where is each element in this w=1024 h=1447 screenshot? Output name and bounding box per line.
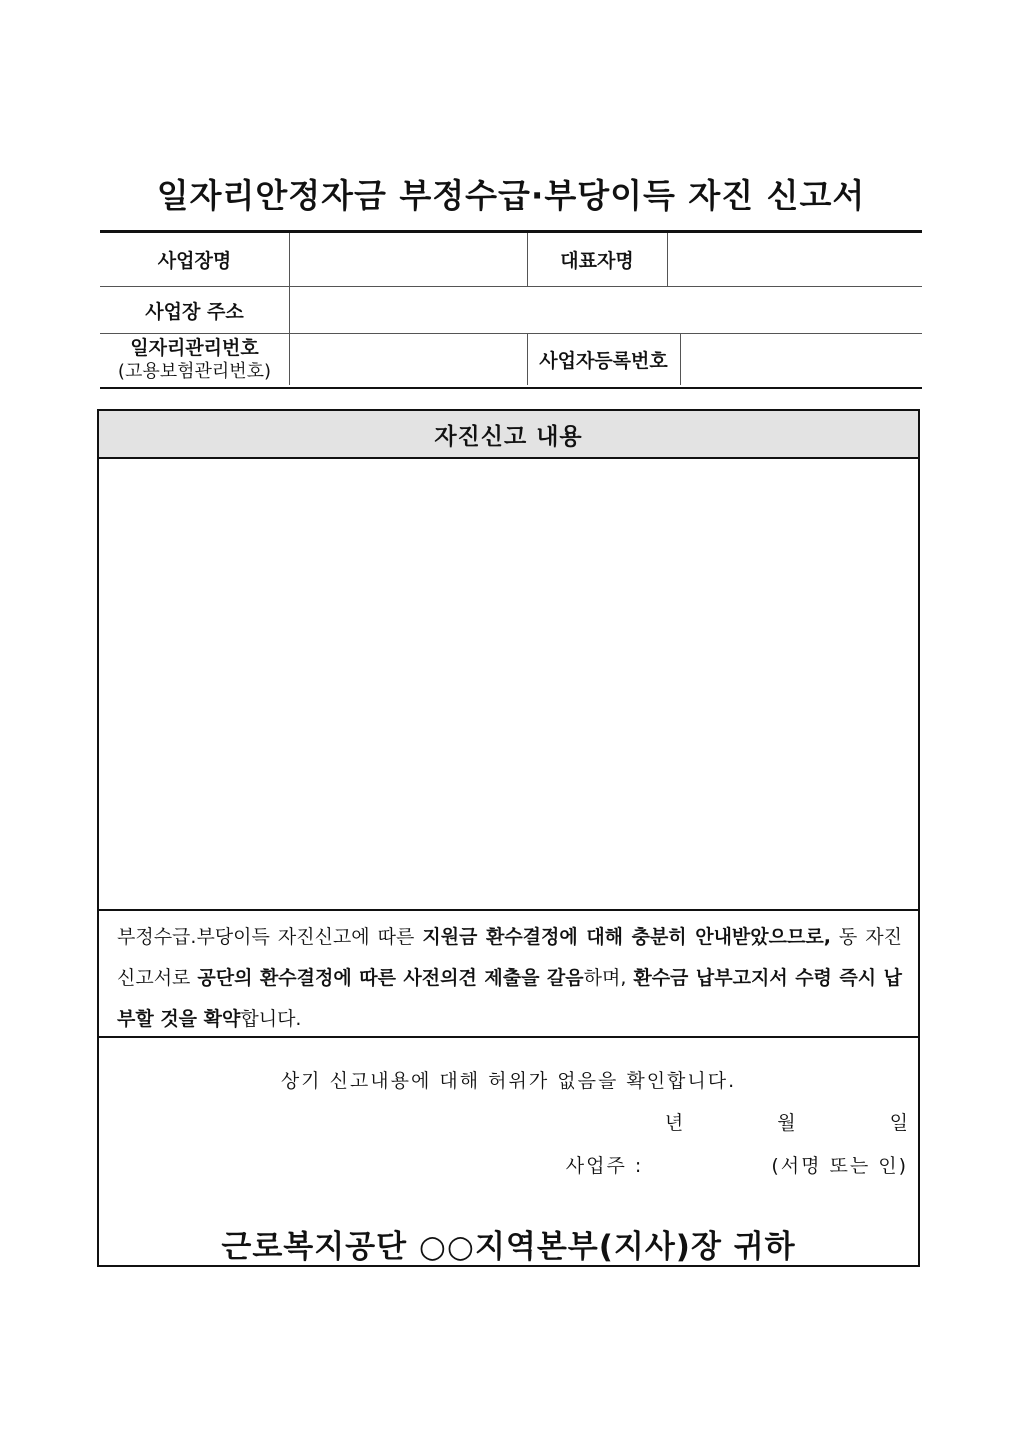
date-month[interactable]: 월 [777,1112,796,1134]
confirm-statement: 상기 신고내용에 대해 허위가 없음을 확인합니다. [280,1070,737,1092]
signer-label: 사업주 : [565,1155,644,1177]
signature-note[interactable]: (서명 또는 인) [771,1155,908,1177]
job-mgmt-sublabel: (고용보험관리번호) [117,360,272,382]
report-content-field[interactable] [99,459,918,911]
pledge-bold-2: 공단의 환수결정에 따른 사전의견 제출을 갈음 [197,967,584,989]
info-row-business [100,233,922,287]
signature-line [566,1151,908,1178]
date-day[interactable]: 일 [889,1112,908,1134]
job-mgmt-field[interactable] [289,334,527,385]
pledge-paragraph [99,911,918,1038]
pledge-text-4: 합니다. [240,1008,302,1030]
job-mgmt-label: 일자리관리번호 [130,336,259,359]
self-report-box [97,409,920,1267]
info-row-address [100,287,922,334]
report-heading: 자진신고 내용 [99,411,918,459]
pledge-text-1: 부정수급.부당이득 자진신고에 따른 [117,926,423,948]
document-title: 일자리안정자금 부정수급·부당이득 자진 신고서 [156,176,866,215]
pledge-bold-3: 환수금 납부고지서 수령 즉시 납부할 것을 확약 [117,967,902,1030]
confirmation-section [99,1038,918,1267]
biz-reg-field[interactable] [680,334,922,385]
address-label: 사업장 주소 [145,300,244,323]
pledge-text-3: 하며, [583,967,634,989]
pledge-text-2: 동 자진 신고서로 [117,926,902,989]
info-row-numbers [100,334,922,385]
addressee: 근로복지공단 ○○지역본부(지사)장 귀하 [221,1229,796,1265]
date-line [577,1108,908,1135]
representative-label: 대표자명 [560,250,634,272]
business-name-field[interactable] [289,233,527,286]
representative-field[interactable] [667,233,922,286]
address-field[interactable] [289,287,922,333]
date-year[interactable]: 년 [664,1112,684,1134]
pledge-bold-1: 지원금 환수결정에 대해 충분히 안내받았으므로, [422,926,831,948]
job-mgmt-label-cell [100,334,289,385]
biz-reg-label: 사업자등록번호 [539,350,668,372]
business-name-label: 사업장명 [157,250,232,272]
business-info-table [100,230,922,389]
